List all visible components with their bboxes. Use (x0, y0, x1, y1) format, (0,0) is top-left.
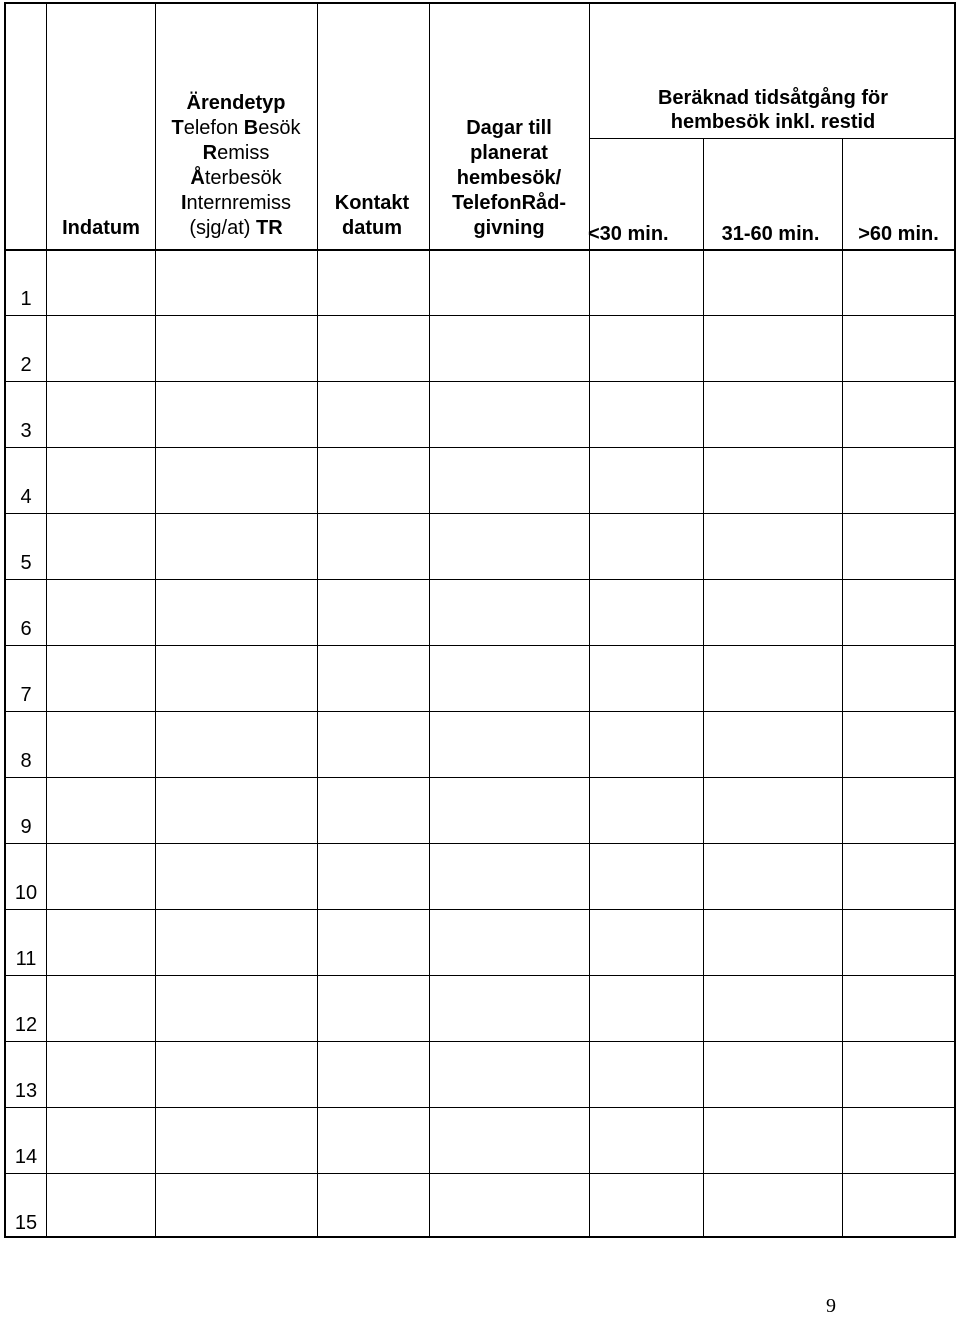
row-number: 5 (20, 552, 32, 574)
row-divider (6, 1173, 954, 1174)
arendetyp-internremiss: Internremiss (180, 192, 292, 214)
row-divider (6, 579, 954, 580)
row-divider (6, 645, 954, 646)
row-number: 10 (14, 882, 38, 904)
header-indatum: Indatum (62, 217, 140, 239)
row-divider (6, 711, 954, 712)
column-divider (46, 4, 47, 1236)
arendetyp-sjg-tr: (sjg/at) TR (189, 217, 283, 239)
row-divider (6, 975, 954, 976)
row-number: 1 (20, 288, 32, 310)
arendetyp-telefon-besok: Telefon Besök (171, 117, 301, 139)
page-number: 9 (826, 1295, 836, 1317)
row-divider (6, 909, 954, 910)
row-number: 4 (20, 486, 32, 508)
row-number: 8 (20, 750, 32, 772)
row-number: 13 (14, 1080, 38, 1102)
row-number: 9 (20, 816, 32, 838)
row-divider (6, 843, 954, 844)
row-divider (6, 381, 954, 382)
row-divider (6, 1107, 954, 1108)
column-divider (589, 4, 590, 1236)
column-divider (703, 138, 704, 1236)
row-divider (6, 777, 954, 778)
header-dagar-till-planerat: Dagar till planerat hembesök/ TelefonRåd- givning (451, 117, 567, 239)
header-time-over-60: >60 min. (858, 223, 939, 245)
row-number: 2 (20, 354, 32, 376)
header-time-31-60: 31-60 min. (721, 223, 820, 245)
arendetyp-remiss: Remiss (202, 142, 270, 164)
row-number: 14 (14, 1146, 38, 1168)
row-divider (6, 1041, 954, 1042)
row-number: 15 (14, 1212, 38, 1234)
row-divider (6, 513, 954, 514)
arendetyp-aterbesok: Återbesök (190, 167, 282, 189)
column-divider (842, 138, 843, 1236)
column-divider (317, 4, 318, 1236)
header-kontakt-datum: Kontakt datum (334, 192, 410, 239)
header-arendetyp (155, 91, 317, 241)
header-time-under-30: <30 min. (588, 223, 669, 245)
row-number: 12 (14, 1014, 38, 1036)
row-divider (6, 447, 954, 448)
row-number: 3 (20, 420, 32, 442)
row-number: 7 (20, 684, 32, 706)
row-number: 6 (20, 618, 32, 640)
subheader-divider (589, 138, 954, 139)
row-divider (6, 315, 954, 316)
header-beraknad-tidsatgang: Beräknad tidsåtgång för hembesök inkl. restid (657, 87, 889, 133)
arendetyp-title: Ärendetyp (186, 92, 286, 114)
header-divider (6, 249, 954, 251)
row-number: 11 (15, 948, 37, 970)
